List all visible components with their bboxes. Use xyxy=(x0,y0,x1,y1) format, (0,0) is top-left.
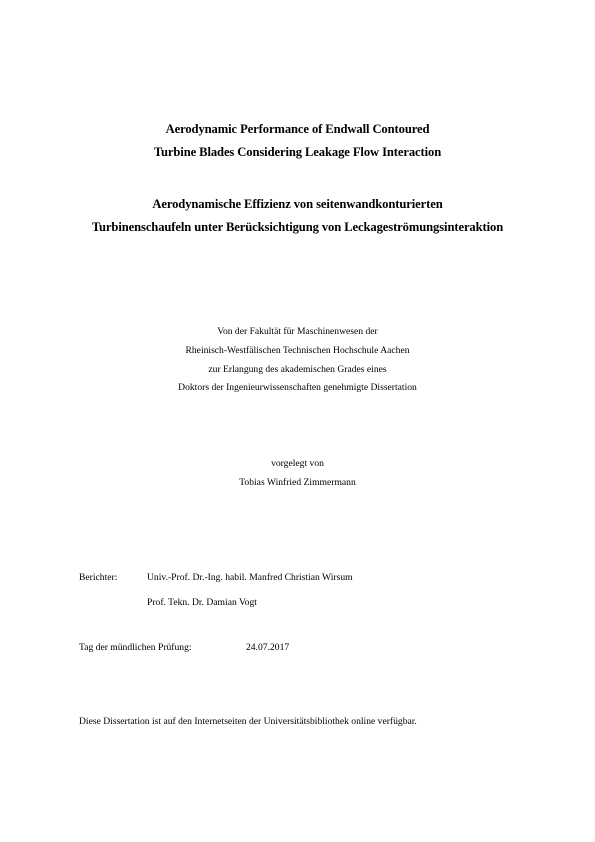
author-name: Tobias Winfried Zimmermann xyxy=(239,477,356,488)
faculty-line-3: zur Erlangung des akademischen Grades eines xyxy=(208,364,387,375)
faculty-line-2: Rheinisch-Westfälischen Technischen Hochschule Aachen xyxy=(185,345,410,356)
online-availability-note: Diese Dissertation ist auf den Internetseiten der Universitätsbibliothek online verfügbar. xyxy=(79,716,417,727)
reviewer-first: Univ.-Prof. Dr.-Ing. habil. Manfred Christian Wirsum xyxy=(147,572,353,583)
english-title-line-2: Turbine Blades Considering Leakage Flow Interaction xyxy=(153,145,442,159)
reviewer-second: Prof. Tekn. Dr. Damian Vogt xyxy=(147,597,257,608)
exam-date: 24.07.2017 xyxy=(246,642,290,653)
reviewers-label: Berichter: xyxy=(79,572,118,583)
exam-date-label: Tag der mündlichen Prüfung: xyxy=(79,642,192,653)
german-title-line-1: Aerodynamische Effizienz von seitenwandkonturierten xyxy=(152,197,443,211)
presented-by: vorgelegt von xyxy=(271,458,324,469)
english-title-line-1: Aerodynamic Performance of Endwall Contoured xyxy=(165,122,430,136)
german-title-line-2: Turbinenschaufeln unter Berücksichtigung von Leckageströmungsinteraktion xyxy=(91,220,504,234)
faculty-line-1: Von der Fakultät für Maschinenwesen der xyxy=(217,326,378,337)
faculty-line-4: Doktors der Ingenieurwissenschaften genehmigte Dissertation xyxy=(178,382,417,393)
